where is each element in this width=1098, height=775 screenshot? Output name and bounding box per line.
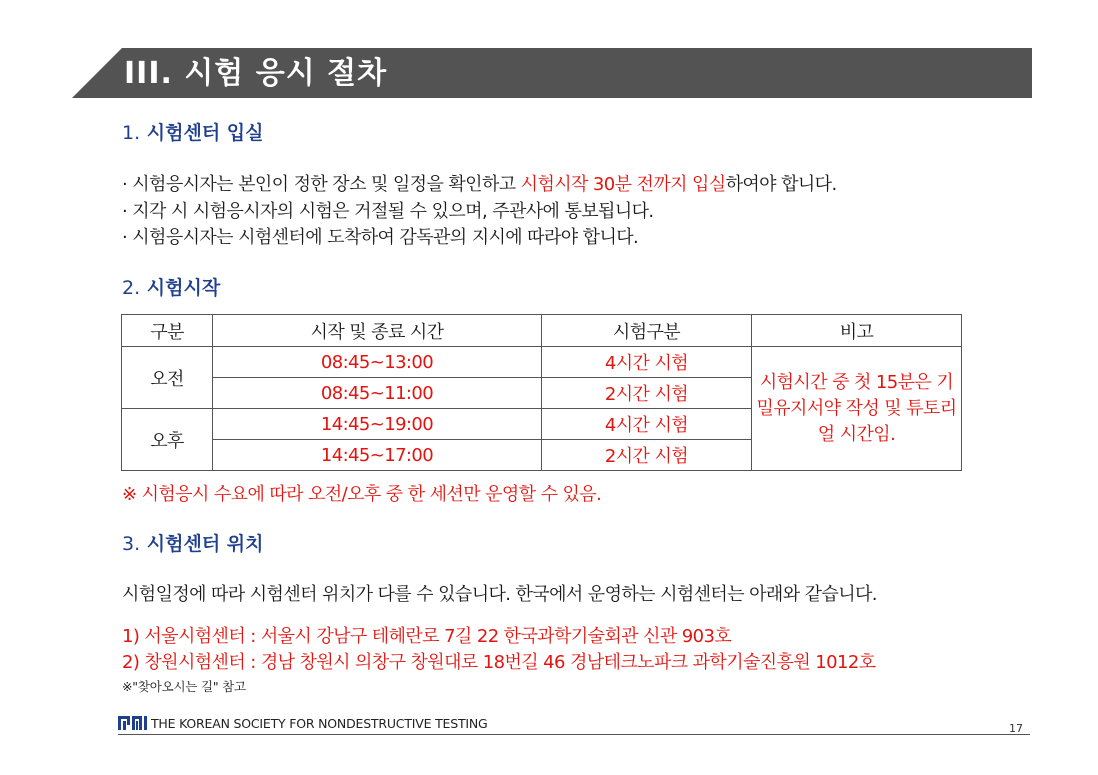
section1-line-1 xyxy=(122,170,837,196)
ksnt-logo-icon xyxy=(118,716,148,730)
section2-heading xyxy=(122,273,220,300)
section3-intro: 시험일정에 따라 시험센터 위치가 다를 수 있습니다. 한국에서 운영하는 시험센터는 아래와 같습니다. xyxy=(122,584,877,605)
exam-type-cell: 2시간 시험 xyxy=(542,440,752,471)
header-remarks: 비고 xyxy=(752,315,962,347)
table-header-row xyxy=(122,315,962,347)
section1-number: 1. xyxy=(122,122,141,144)
time-cell: 08:45~13:00 xyxy=(213,347,542,378)
session-footnote: ※ 시험응시 수요에 따라 오전/오후 중 한 세션만 운영할 수 있음. xyxy=(122,484,602,505)
line1-highlight: 시험시작 30분 전까지 입실 xyxy=(520,174,726,195)
section3-number: 3. xyxy=(122,533,141,555)
exam-type-cell: 2시간 시험 xyxy=(542,378,752,409)
line1-after: 하여야 합니다. xyxy=(725,174,837,195)
section-banner xyxy=(72,48,1032,98)
exam-type-cell: 4시간 시험 xyxy=(542,347,752,378)
section1-line-2: · 지각 시 시험응시자의 시험은 거절될 수 있으며, 주관사에 통보됩니다. xyxy=(122,201,654,222)
section1-title: 시험센터 입실 xyxy=(146,122,264,144)
section2-number: 2. xyxy=(122,277,141,299)
header-category: 구분 xyxy=(122,315,213,347)
section3-heading xyxy=(122,529,264,556)
section3-title: 시험센터 위치 xyxy=(146,533,264,555)
schedule-table xyxy=(121,314,962,471)
table-row xyxy=(122,347,962,378)
time-cell: 08:45~11:00 xyxy=(213,378,542,409)
banner-title: III. 시험 응시 절차 xyxy=(124,56,388,91)
section1-heading xyxy=(122,118,264,145)
footer-organization: THE KOREAN SOCIETY FOR NONDESTRUCTIVE TESTING xyxy=(151,716,488,731)
header-exam-type: 시험구분 xyxy=(542,315,752,347)
group-label-afternoon: 오후 xyxy=(122,409,213,471)
directions-reference: ※"찾아오시는 길" 참고 xyxy=(122,679,246,694)
center-changwon: 2) 창원시험센터 : 경남 창원시 의창구 창원대로 18번길 46 경남테크노파크 과학기술진흥원 1012호 xyxy=(122,652,876,673)
remarks-cell: 시험시간 중 첫 15분은 기밀유지서약 작성 및 튜토리얼 시간임. xyxy=(752,347,962,471)
exam-type-cell: 4시간 시험 xyxy=(542,409,752,440)
time-cell: 14:45~17:00 xyxy=(213,440,542,471)
center-seoul: 1) 서울시험센터 : 서울시 강남구 테헤란로 7길 22 한국과학기술회관 신관 903호 xyxy=(122,626,732,647)
time-cell: 14:45~19:00 xyxy=(213,409,542,440)
group-label-morning: 오전 xyxy=(122,347,213,409)
page-number: 17 xyxy=(1009,722,1023,735)
header-time: 시작 및 종료 시간 xyxy=(213,315,542,347)
line1-text: · 시험응시자는 본인이 정한 장소 및 일정을 확인하고 xyxy=(122,174,521,195)
footer-divider xyxy=(118,734,1030,735)
section2-title: 시험시작 xyxy=(146,277,221,299)
section1-line-3: · 시험응시자는 시험센터에 도착하여 감독관의 지시에 따라야 합니다. xyxy=(122,227,639,248)
